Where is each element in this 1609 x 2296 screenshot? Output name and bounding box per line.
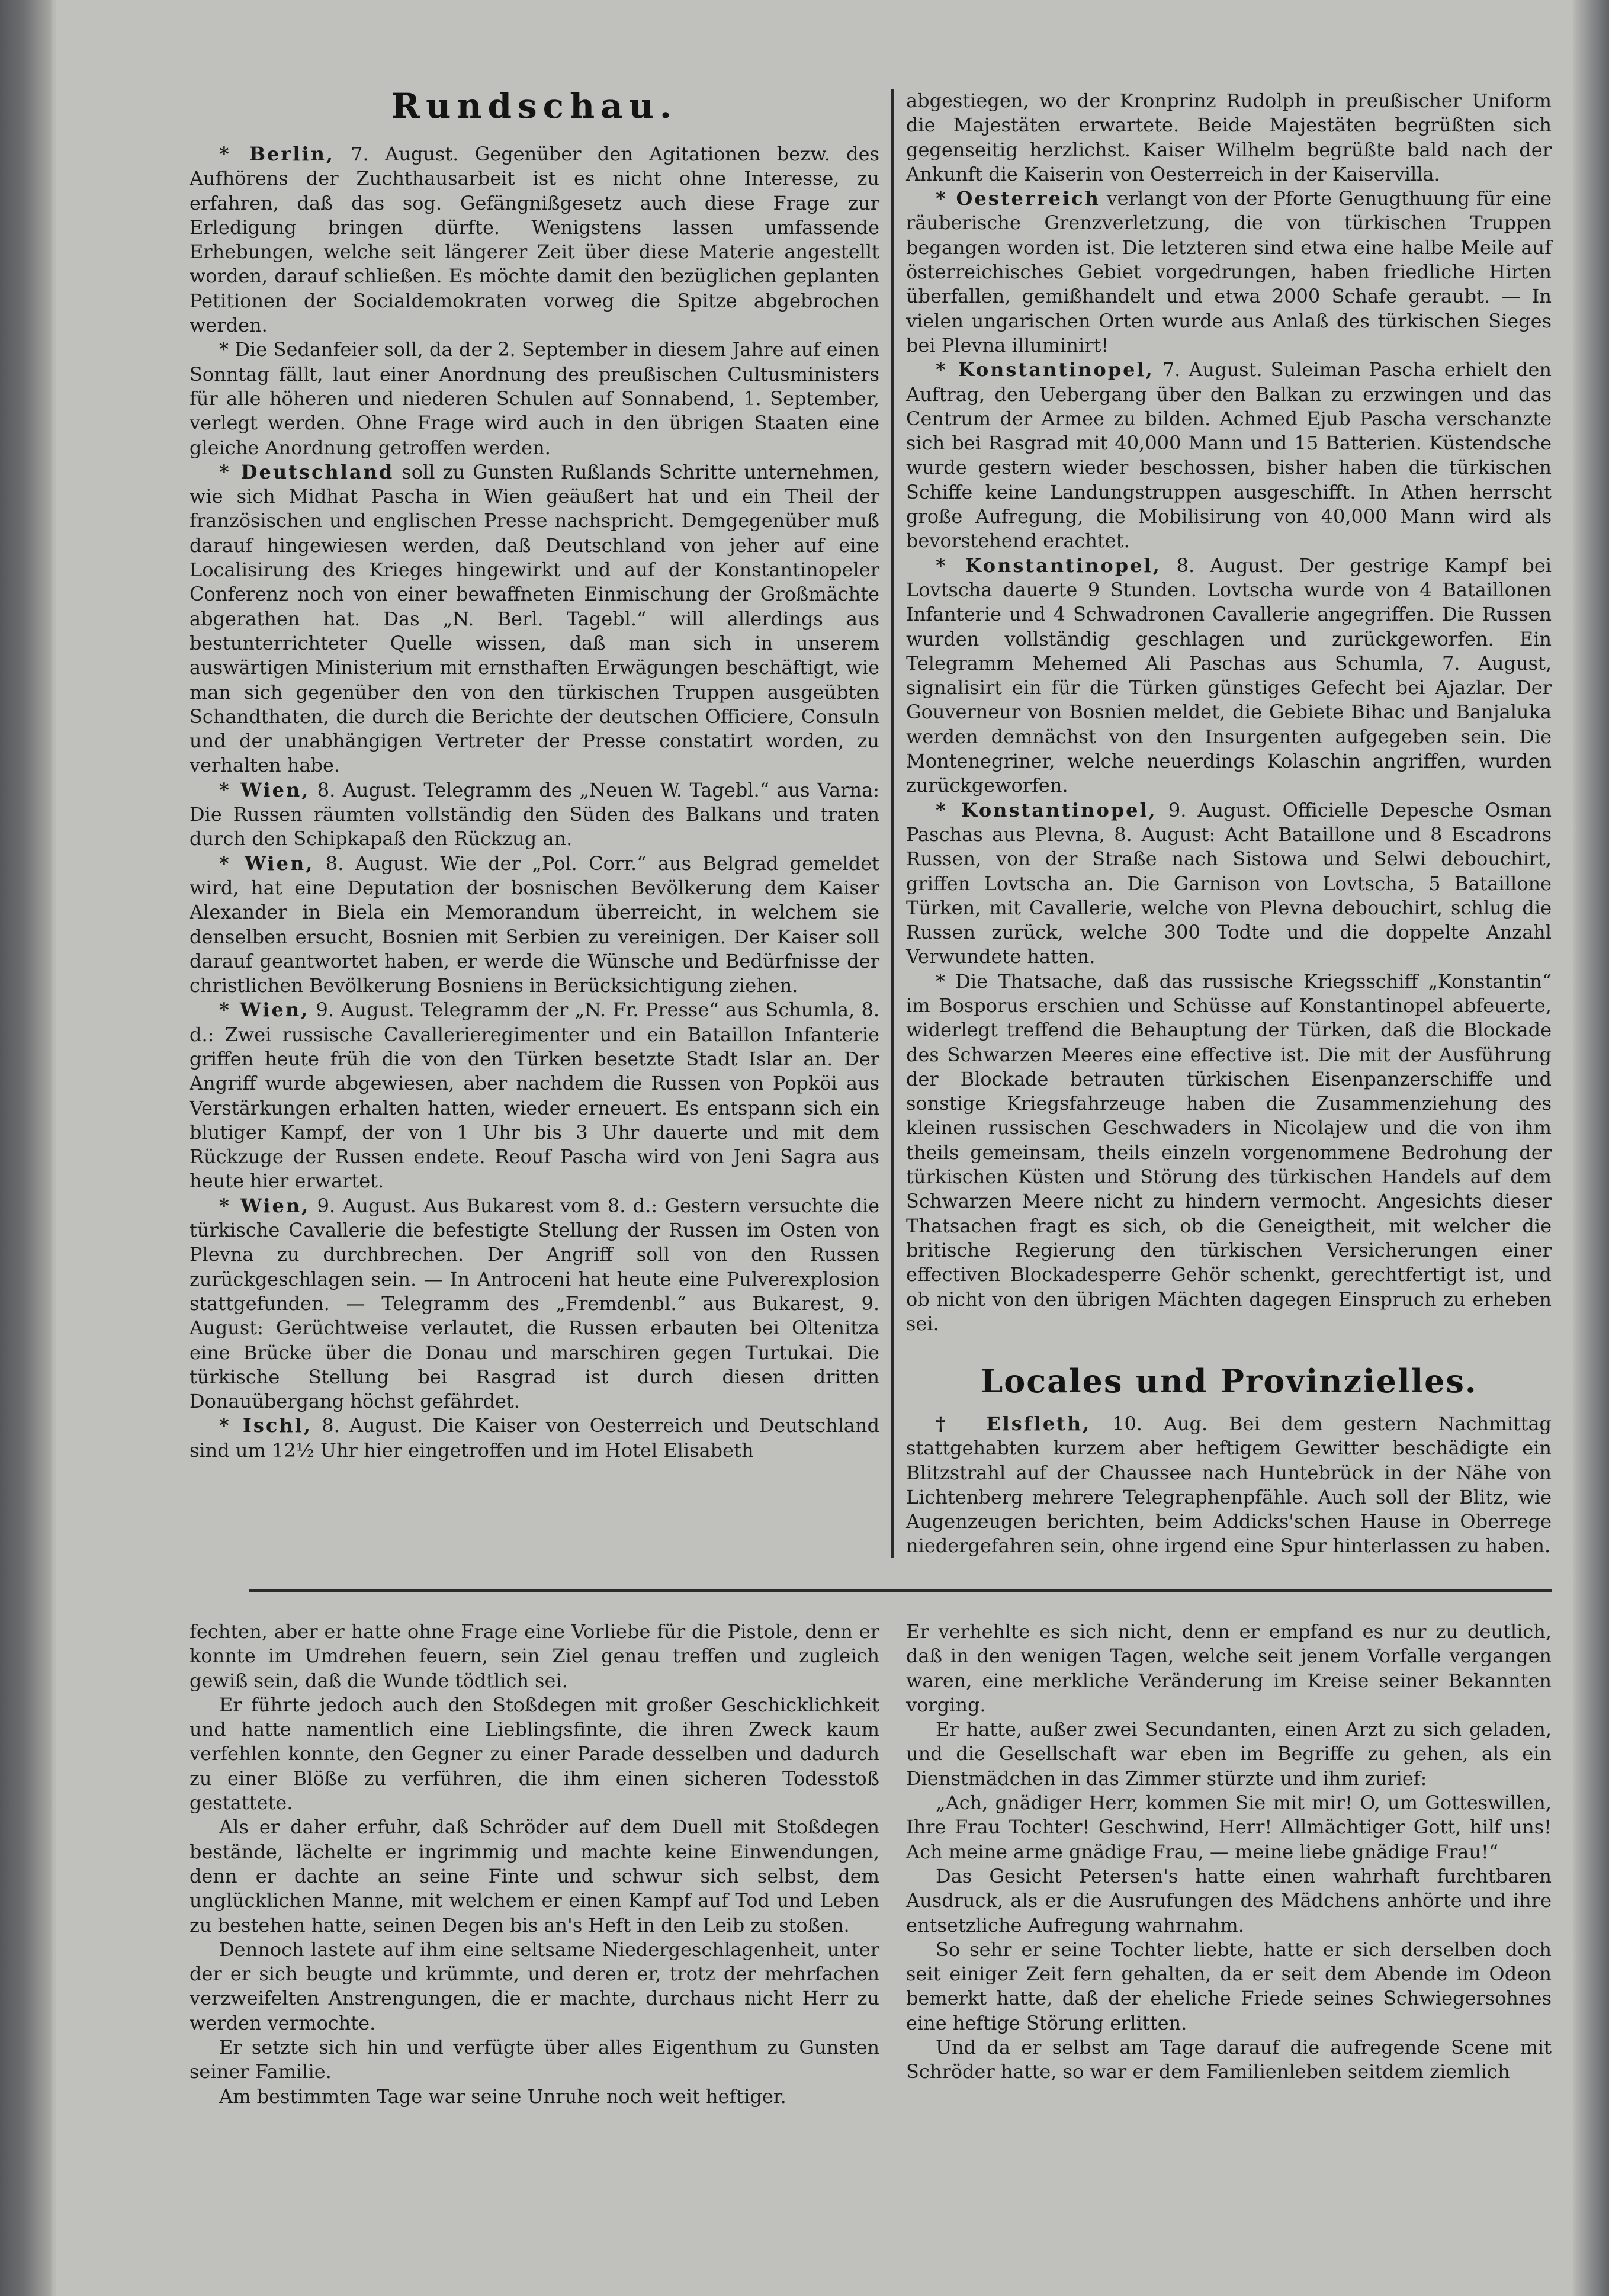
dateline: * Oesterreich <box>936 187 1100 210</box>
dateline: † Elsfleth, <box>936 1412 1091 1435</box>
section-heading-rundschau: Rundschau. <box>391 86 678 126</box>
article-paragraph <box>906 554 1552 798</box>
article-paragraph <box>906 187 1552 358</box>
dateline: * Konstantinopel, <box>936 554 1161 577</box>
article-paragraph <box>906 798 1552 969</box>
article-paragraph <box>906 969 1552 1336</box>
section-heading-locales: Locales und Provinzielles. <box>980 1362 1478 1400</box>
paragraph-text: 9. August. Telegramm der „N. Fr. Presse“ aus Schumla, 8. d.: Zwei russische Cavallerieregimenter und ein Bataillon Infanterie griffen heute früh die von den Türken besetzte Stadt Islar an. Der Angriff wurde abgewiesen, aber nachdem die Russen von Popköi aus Verstärkungen erhalten hatten, wieder erneuert. Es entspann sich ein blutiger Kampf, der von 1 Uhr bis 3 Uhr dauerte und mit dem Rückzuge der Russen endete. Reouf Pascha wird von Jeni Sagra aus heute hier erwartet. <box>190 998 880 1193</box>
article-paragraph <box>190 998 879 1193</box>
article-paragraph <box>190 2085 879 2109</box>
dateline: * Konstantinopel, <box>936 358 1154 381</box>
paragraph-text: 10. Aug. Bei dem gestern Nachmittag stattgehabten kurzem aber heftigem Gewitter beschädigte ein Blitzstrahl auf der Chaussee nach Huntebrück in der Nähe von Lichtenberg mehrere Telegraphenpfähle. Auch soll der Blitz, wie Augenzeugen berichten, beim Addicks'schen Hause in Oberrege niedergefahren sein, ohne irgend eine Spur hinterlassen zu haben. <box>906 1412 1552 1558</box>
article-paragraph <box>190 1938 879 2035</box>
binding-shadow <box>0 0 53 2296</box>
paragraph-text: Er setzte sich hin und verfügte über alles Eigenthum zu Gunsten seiner Familie. <box>190 2036 879 2083</box>
paragraph-text: 7. August. Gegenüber den Agitationen bezw. des Aufhörens der Zuchthausarbeit ist es nicht ohne Interesse, zu erfahren, daß das sog. Gefängnißgesetz auch diese Frage zur Erledigung bringen dürfte. Wenigstens lassen umfassende Erhebungen, welche seit längerer Zeit über diese Materie angestellt worden, darauf schließen. Es möchte damit den bezüglichen geplanten Petitionen der Socialdemokraten vorweg die Spitze abgebrochen werden. <box>190 143 880 337</box>
paragraph-text: fechten, aber er hatte ohne Frage eine Vorliebe für die Pistole, denn er konnte im Umdrehen feuern, sein Ziel genau treffen und zugleich gewiß sein, daß die Wunde tödtlich sei. <box>190 1620 879 1692</box>
article-paragraph <box>190 2035 879 2085</box>
article-paragraph <box>906 89 1552 187</box>
paragraph-text: So sehr er seine Tochter liebte, hatte er sich derselben doch seit einiger Zeit fern gehalten, da er seit dem Abende im Odeon bemerkt hatte, daß der eheliche Friede seines Schwiegersohnes eine heftige Störung erlitten. <box>906 1938 1552 2034</box>
paragraph-text: 9. August. Officielle Depesche Osman Paschas aus Plevna, 8. August: Acht Bataillone und 8 Escadrons Russen, von der Straße nach Sistowa und Selwi debouchirt, griffen Lovtscha an. Die Garnison von Lovtscha, 5 Bataillone Türken, mit Cavallerie, welche von Plevna debouchirt, schlug die Russen zurück, welche 300 Todte und die doppelte Anzahl Verwundete hatten. <box>906 798 1552 968</box>
paragraph-text: Er hatte, außer zwei Secundanten, einen Arzt zu sich geladen, und die Gesellschaft war eben im Begriffe zu gehen, als ein Dienstmädchen in das Zimmer stürzte und ihm zurief: <box>906 1718 1552 1790</box>
paragraph-text: soll zu Gunsten Rußlands Schritte unternehmen, wie sich Midhat Pascha in Wien geäußert hat und ein Theil der französischen und englischen Presse nachspricht. Demgegenüber muß darauf hingewiesen werden, daß Deutschland von jeher auf eine Localisirung des Krieges hingewirkt und auf der Konstantinopeler Conferenz noch von einer bewaffneten Einmischung der Großmächte abgerathen hat. Das „N. Berl. Tagebl.“ will allerdings aus bestunterrichteter Quelle wissen, daß man sich in unserem auswärtigen Ministerium mit ernsthaften Erwägungen beschäftigt, wie man sich gegenüber den von den türkischen Truppen ausgeübten Schandthaten, die durch die Berichte der deutschen Officiere, Consuln und der unabhängigen Vertreter der Presse constatirt worden, zu verhalten habe. <box>190 460 880 777</box>
article-paragraph <box>906 1620 1552 1717</box>
feuilleton-divider <box>249 1589 1552 1592</box>
article-paragraph <box>190 142 879 338</box>
column-divider <box>891 89 894 1558</box>
paragraph-text: Er führte jedoch auch den Stoßdegen mit großer Geschicklichkeit und hatte namentlich eine Lieblingsfinte, die ihren Zweck kaum verfehlen konnte, den Gegner zu einer Parade desselben und dadurch zu einer Blöße zu verführen, die ihm einen sicheren Todesstoß gestattete. <box>190 1693 879 1815</box>
dateline: * Wien, <box>219 778 310 801</box>
article-paragraph <box>190 1194 879 1414</box>
dateline: * Deutschland <box>219 460 394 483</box>
paragraph-text: 9. August. Aus Bukarest vom 8. d.: Gestern versuchte die türkische Cavallerie die befestigte Stellung der Russen im Osten von Plevna zu durchbrechen. Der Angriff soll von den Russen zurückgeschlagen sein. — In Antroceni hat heute eine Pulverexplosion stattgefunden. — Telegramm des „Fremdenbl.“ aus Bukarest, 9. August: Gerüchtweise verlautet, die Russen erbauten bei Oltenitza eine Brücke über die Donau und marschiren gegen Turtukai. Die türkische Stellung bei Rasgrad ist durch diesen dritten Donauübergang höchst gefährdet. <box>190 1194 880 1413</box>
article-paragraph <box>906 1864 1552 1938</box>
paragraph-text: 8. August. Telegramm des „Neuen W. Tagebl.“ aus Varna: Die Russen räumten vollständig den Süden des Balkans und traten durch den Schipkapaß den Rückzug an. <box>190 778 880 850</box>
paragraph-text: * Die Sedanfeier soll, da der 2. September in diesem Jahre auf einen Sonntag fällt, laut einer Anordnung des preußischen Cultusministers für alle höheren und niederen Schulen auf Sonnabend, 1. September, verlegt werden. Ohne Frage wird auch in den übrigen Staaten eine gleiche Anordnung getroffen werden. <box>190 338 879 459</box>
dateline: * Berlin, <box>219 143 335 165</box>
article-paragraph <box>190 1815 879 1937</box>
paragraph-text: Dennoch lastete auf ihm eine seltsame Niedergeschlagenheit, unter der er sich beugte und krümmte, und deren er, trotz der mehrfachen verzweifelten Anstrengungen, die er machte, durchaus nicht Herr zu werden vermochte. <box>190 1938 879 2034</box>
article-paragraph <box>906 1938 1552 2035</box>
article-paragraph <box>190 1693 879 1815</box>
article-paragraph <box>190 338 879 460</box>
article-paragraph <box>190 460 879 778</box>
dateline: * Wien, <box>219 852 314 875</box>
paragraph-text: 8. August. Die Kaiser von Oesterreich und Deutschland sind um 12½ Uhr hier eingetroffen und im Hotel Elisabeth <box>190 1414 880 1462</box>
paragraph-text: Und da er selbst am Tage darauf die aufregende Scene mit Schröder hatte, so war er dem Familienleben seitdem ziemlich <box>906 2036 1552 2083</box>
dateline: * Wien, <box>219 998 310 1022</box>
paragraph-text: * Die Thatsache, daß das russische Kriegsschiff „Konstantin“ im Bosporus erschien und Schüsse auf Konstantinopel abfeuerte, widerlegt treffend die Behauptung der Türken, daß die Blockade des Schwarzen Meeres eine effective ist. Die mit der Ausführung der Blockade betrauten türkischen Eisenpanzerschiffe und sonstige Kriegsfahrzeuge haben die Zusammenziehung des kleinen russischen Geschwaders in Nicolajew und die von ihm theils gemeinsam, theils einzeln vorgenommene Bedrohung der türkischen Küsten und Störung des türkischen Handels auf dem Schwarzen Meere nicht zu hindern vermocht. Angesichts dieser Thatsachen fragt es sich, ob die Geneigtheit, mit welcher die britische Regierung den türkischen Versicherungen einer effectiven Blockadesperre Gehör schenkt, gerechtfertigt ist, und ob nicht von den übrigen Mächten dagegen Einspruch zu erheben sei. <box>906 969 1552 1335</box>
feuilleton-column-left <box>190 1620 879 2109</box>
paragraph-text: abgestiegen, wo der Kronprinz Rudolph in preußischer Uniform die Majestäten erwartete. Beide Majestäten begrüßten sich gegenseitig herzlichst. Kaiser Wilhelm begrüßte bald nach der Ankunft die Kaiserin von Oesterreich in der Kaiservilla. <box>906 89 1552 185</box>
paragraph-text: verlangt von der Pforte Genugthuung für eine räuberische Grenzverletzung, die von türkischen Truppen begangen worden ist. Die letzteren sind etwa eine halbe Meile auf österreichisches Gebiet vorgedrungen, haben friedliche Hirten überfallen, gemißhandelt und etwa 2000 Schafe geraubt. — In vielen ungarischen Orten wurde aus Anlaß des türkischen Sieges bei Plevna illuminirt! <box>906 187 1552 357</box>
article-paragraph <box>906 1791 1552 1864</box>
feuilleton-column-right <box>906 1620 1552 2085</box>
paragraph-text: 7. August. Suleiman Pascha erhielt den Auftrag, den Uebergang über den Balkan zu erzwingen und das Centrum der Armee zu bilden. Achmed Ejub Pascha verschanzte sich bei Rasgrad mit 40,000 Mann und 15 Batterien. Küstendsche wurde gestern wieder beschossen, bisher haben die türkischen Schiffe keine Landungstruppen ausgeschifft. In Athen herrscht große Aufregung, die Mobilisirung von 40,000 Mann wird als bevorstehend erachtet. <box>906 358 1552 553</box>
paragraph-text: 8. August. Der gestrige Kampf bei Lovtscha dauerte 9 Stunden. Lovtscha wurde von 4 Bataillonen Infanterie und 4 Schwadronen Cavallerie angegriffen. Die Russen wurden vollständig geschlagen und zurückgeworfen. Ein Telegramm Mehemed Ali Paschas aus Schumla, 7. August, signalisirt ein für die Türken günstiges Gefecht bei Ajazlar. Der Gouverneur von Bosnien meldet, die Gebiete Bihac und Banjaluka werden demnächst von den Insurgenten aufgegeben sein. Die Montenegriner, welche neuerdings Kolaschin angriffen, wurden zurückgeworfen. <box>906 554 1552 797</box>
news-column-right <box>906 89 1552 1336</box>
article-paragraph <box>190 778 879 852</box>
news-column-left <box>190 142 879 1463</box>
paragraph-text: 8. August. Wie der „Pol. Corr.“ aus Belgrad gemeldet wird, hat eine Deputation der bosnischen Bevölkerung dem Kaiser Alexander in Biela ein Memorandum überreicht, in welchem sie denselben ersucht, Bosnien mit Serbien zu vereinigen. Der Kaiser soll darauf geantwortet haben, er werde die Wünsche und Bedürfnisse der christlichen Bevölkerung Bosniens in Berücksichtigung ziehen. <box>190 852 880 997</box>
article-paragraph <box>190 852 879 998</box>
locales-column <box>906 1412 1552 1559</box>
article-paragraph <box>906 1412 1552 1559</box>
dateline: * Konstantinopel, <box>936 798 1157 821</box>
article-paragraph <box>190 1414 879 1463</box>
paragraph-text: Am bestimmten Tage war seine Unruhe noch weit heftiger. <box>219 2085 786 2108</box>
dateline: * Wien, <box>219 1194 310 1217</box>
paragraph-text: „Ach, gnädiger Herr, kommen Sie mit mir! O, um Gotteswillen, Ihre Frau Tochter! Geschwind, Herr! Allmächtiger Gott, hilf uns! Ach meine arme gnädige Frau, — meine liebe gnädige Frau!“ <box>906 1791 1552 1863</box>
page-edge-shadow <box>1573 0 1609 2296</box>
dateline: * Ischl, <box>219 1414 312 1437</box>
paragraph-text: Er verhehlte es sich nicht, denn er empfand es nur zu deutlich, daß in den wenigen Tagen, welche seit jenem Vorfalle vergangen waren, eine merkliche Veränderung im Kreise seiner Bekannten vorging. <box>906 1620 1552 1716</box>
paragraph-text: Das Gesicht Petersen's hatte einen wahrhaft furchtbaren Ausdruck, als er die Ausrufungen des Mädchens anhörte und ihre entsetzliche Aufregung wahrnahm. <box>906 1864 1552 1937</box>
article-paragraph <box>190 1620 879 1693</box>
paragraph-text: Als er daher erfuhr, daß Schröder auf dem Duell mit Stoßdegen bestände, lächelte er ingrimmig und machte keine Einwendungen, denn er dachte an seine Finte und schwur sich selbst, dem unglücklichen Manne, mit welchem er einen Kampf auf Tod und Leben zu bestehen hatte, seinen Degen bis an's Heft in den Leib zu stoßen. <box>190 1816 879 1937</box>
article-paragraph <box>906 358 1552 553</box>
article-paragraph <box>906 2035 1552 2085</box>
article-paragraph <box>906 1717 1552 1791</box>
